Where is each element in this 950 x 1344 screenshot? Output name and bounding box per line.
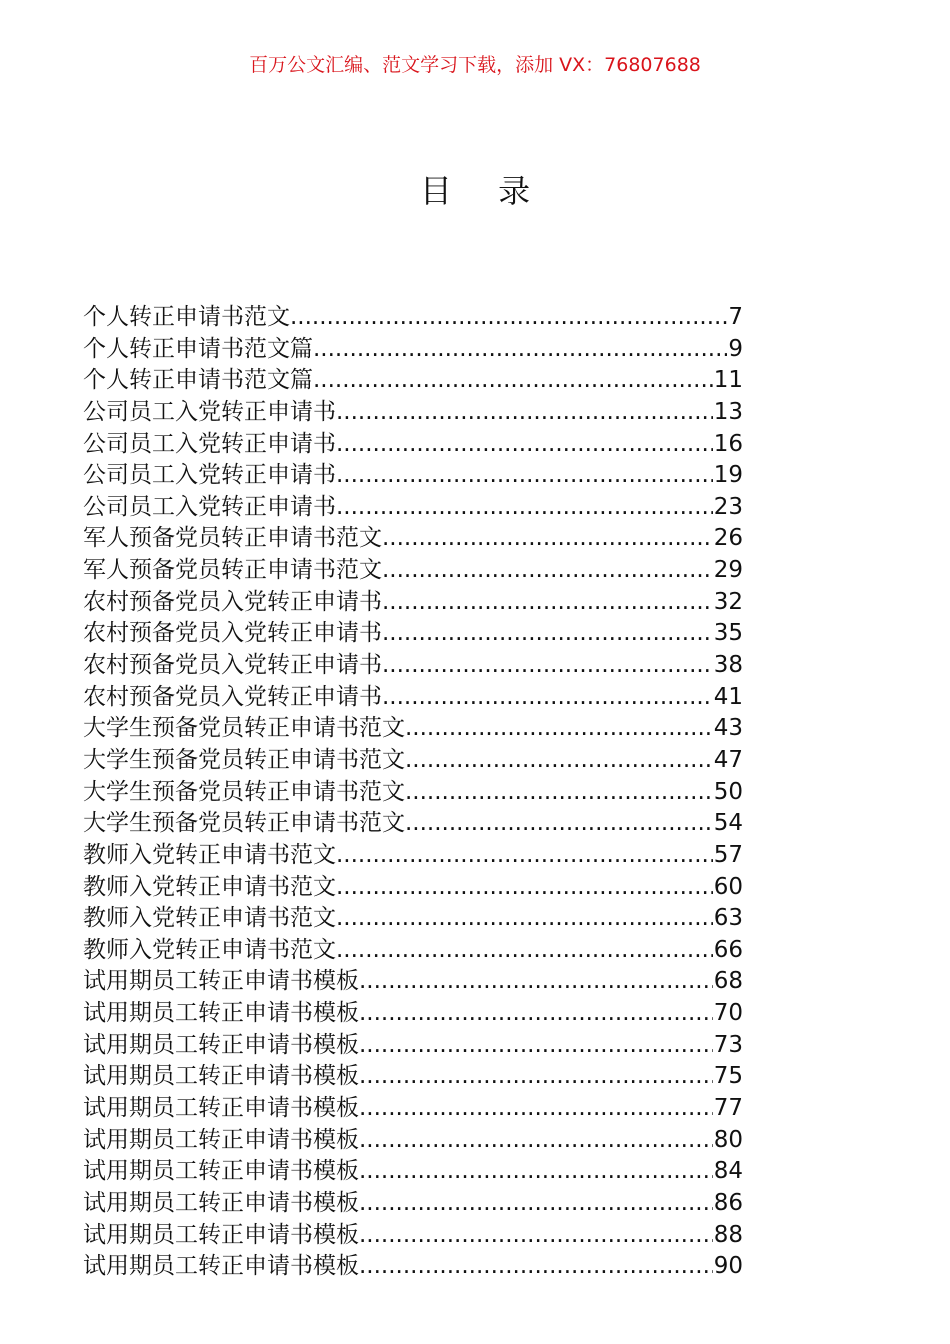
toc-page-number: 60 (713, 873, 743, 900)
toc-dot-leader (405, 713, 713, 745)
toc-entry[interactable] (83, 618, 743, 650)
toc-entry-label: 试用期员工转正申请书模板 (83, 1000, 359, 1027)
toc-page-number: 7 (728, 304, 743, 330)
toc-dot-leader (359, 1188, 713, 1220)
toc-dot-leader (359, 1125, 713, 1157)
toc-entry-label: 试用期员工转正申请书模板 (83, 1253, 359, 1280)
toc-page-number: 50 (713, 778, 743, 805)
toc-dot-leader (382, 618, 713, 650)
toc-dot-leader (382, 523, 713, 555)
toc-dot-leader (359, 998, 713, 1030)
toc-dot-leader (336, 935, 713, 967)
toc-page-number: 66 (713, 936, 743, 963)
toc-dot-leader (405, 745, 713, 777)
toc-page-number: 73 (713, 1031, 743, 1058)
toc-entry-label: 教师入党转正申请书范文 (83, 873, 336, 900)
toc-page-number: 38 (713, 652, 743, 679)
toc-entry-label: 试用期员工转正申请书模板 (83, 968, 359, 995)
toc-dot-leader (290, 302, 727, 334)
toc-page-number: 57 (713, 841, 743, 868)
toc-entry[interactable] (83, 745, 743, 777)
toc-page-number: 90 (713, 1253, 743, 1280)
toc-entry[interactable] (83, 302, 743, 334)
toc-dot-leader (336, 492, 713, 524)
toc-entry[interactable] (83, 334, 743, 366)
toc-entry[interactable] (83, 1030, 743, 1062)
toc-dot-leader (359, 1093, 713, 1125)
toc-entry[interactable] (83, 1093, 743, 1125)
toc-page-number: 80 (713, 1126, 743, 1153)
toc-dot-leader (359, 1156, 713, 1188)
header-banner: 百万公文汇编、范文学习下载，添加 VX：76807688 (249, 54, 701, 76)
toc-entry[interactable] (83, 682, 743, 714)
toc-entry[interactable] (83, 903, 743, 935)
toc-entry[interactable] (83, 650, 743, 682)
toc-page-number: 43 (713, 715, 743, 742)
toc-entry-label: 试用期员工转正申请书模板 (83, 1189, 359, 1216)
toc-page-number: 75 (713, 1063, 743, 1090)
toc-entry[interactable] (83, 429, 743, 461)
toc-page-number: 9 (728, 335, 743, 362)
toc-page-number: 47 (713, 746, 743, 773)
toc-entry-label: 个人转正申请书范文篇 (83, 367, 313, 394)
toc-dot-leader (336, 397, 713, 429)
toc-page-number: 16 (713, 430, 743, 457)
toc-entry[interactable] (83, 365, 743, 397)
toc-entry[interactable] (83, 840, 743, 872)
toc-dot-leader (382, 650, 713, 682)
toc-entry-label: 试用期员工转正申请书模板 (83, 1095, 359, 1122)
toc-entry[interactable] (83, 966, 743, 998)
toc-page-number: 23 (713, 493, 743, 520)
toc-page-number: 68 (713, 968, 743, 995)
toc-dot-leader (359, 966, 713, 998)
toc-entry-label: 试用期员工转正申请书模板 (83, 1031, 359, 1058)
toc-page-number: 86 (713, 1189, 743, 1216)
toc-entry[interactable] (83, 460, 743, 492)
toc-entry[interactable] (83, 1220, 743, 1252)
toc-entry-label: 教师入党转正申请书范文 (83, 936, 336, 963)
toc-entry-label: 农村预备党员入党转正申请书 (83, 588, 382, 615)
toc-entry-label: 教师入党转正申请书范文 (83, 841, 336, 868)
toc-dot-leader (359, 1220, 713, 1252)
toc-entry[interactable] (83, 587, 743, 619)
toc-entry[interactable] (83, 1125, 743, 1157)
toc-page-number: 13 (713, 398, 743, 425)
toc-entry-label: 农村预备党员入党转正申请书 (83, 652, 382, 679)
toc-entry[interactable] (83, 1251, 743, 1283)
toc-dot-leader (405, 808, 713, 840)
toc-entry[interactable] (83, 935, 743, 967)
toc-page-number: 35 (713, 620, 743, 647)
toc-entry-label: 公司员工入党转正申请书 (83, 493, 336, 520)
toc-entry-label: 军人预备党员转正申请书范文 (83, 525, 382, 552)
toc-entry[interactable] (83, 1188, 743, 1220)
toc-entry[interactable] (83, 872, 743, 904)
toc-entry-label: 公司员工入党转正申请书 (83, 462, 336, 489)
toc-page-number: 32 (713, 588, 743, 615)
toc-entry-label: 大学生预备党员转正申请书范文 (83, 715, 405, 742)
toc-dot-leader (359, 1251, 713, 1283)
toc-page-number: 84 (713, 1158, 743, 1185)
toc-dot-leader (336, 460, 713, 492)
toc-entry-label: 农村预备党员入党转正申请书 (83, 683, 382, 710)
toc-dot-leader (336, 903, 713, 935)
table-of-contents (83, 302, 743, 1283)
toc-dot-leader (382, 682, 713, 714)
toc-entry-label: 公司员工入党转正申请书 (83, 398, 336, 425)
toc-entry[interactable] (83, 998, 743, 1030)
toc-page-number: 11 (713, 367, 743, 394)
toc-entry-label: 教师入党转正申请书范文 (83, 905, 336, 932)
toc-entry-label: 试用期员工转正申请书模板 (83, 1158, 359, 1185)
toc-entry-label: 公司员工入党转正申请书 (83, 430, 336, 457)
toc-dot-leader (359, 1030, 713, 1062)
toc-entry-label: 个人转正申请书范文 (83, 304, 290, 330)
toc-entry-label: 试用期员工转正申请书模板 (83, 1221, 359, 1248)
toc-page-number: 63 (713, 905, 743, 932)
toc-page-number: 19 (713, 462, 743, 489)
toc-page-number: 41 (713, 683, 743, 710)
toc-entry[interactable] (83, 1156, 743, 1188)
toc-entry[interactable] (83, 777, 743, 809)
toc-entry-label: 试用期员工转正申请书模板 (83, 1063, 359, 1090)
toc-entry[interactable] (83, 555, 743, 587)
toc-entry[interactable] (83, 397, 743, 429)
toc-entry[interactable] (83, 1061, 743, 1093)
toc-dot-leader (405, 777, 713, 809)
toc-entry[interactable] (83, 808, 743, 840)
toc-dot-leader (359, 1061, 713, 1093)
page-title: 目 录 (419, 172, 549, 210)
toc-dot-leader (313, 334, 727, 366)
toc-dot-leader (382, 555, 713, 587)
toc-entry-label: 大学生预备党员转正申请书范文 (83, 778, 405, 805)
toc-dot-leader (382, 587, 713, 619)
toc-entry[interactable] (83, 713, 743, 745)
toc-entry-label: 大学生预备党员转正申请书范文 (83, 810, 405, 837)
toc-entry-label: 农村预备党员入党转正申请书 (83, 620, 382, 647)
toc-dot-leader (336, 429, 713, 461)
toc-page-number: 29 (713, 557, 743, 584)
toc-dot-leader (336, 872, 713, 904)
toc-entry-label: 大学生预备党员转正申请书范文 (83, 746, 405, 773)
toc-entry-label: 试用期员工转正申请书模板 (83, 1126, 359, 1153)
toc-page-number: 54 (713, 810, 743, 837)
toc-entry-label: 军人预备党员转正申请书范文 (83, 557, 382, 584)
toc-entry-label: 个人转正申请书范文篇 (83, 335, 313, 362)
toc-page-number: 70 (713, 1000, 743, 1027)
toc-entry[interactable] (83, 523, 743, 555)
toc-dot-leader (313, 365, 713, 397)
toc-page-number: 26 (713, 525, 743, 552)
toc-entry[interactable] (83, 492, 743, 524)
toc-page-number: 88 (713, 1221, 743, 1248)
toc-page-number: 77 (713, 1095, 743, 1122)
toc-dot-leader (336, 840, 713, 872)
